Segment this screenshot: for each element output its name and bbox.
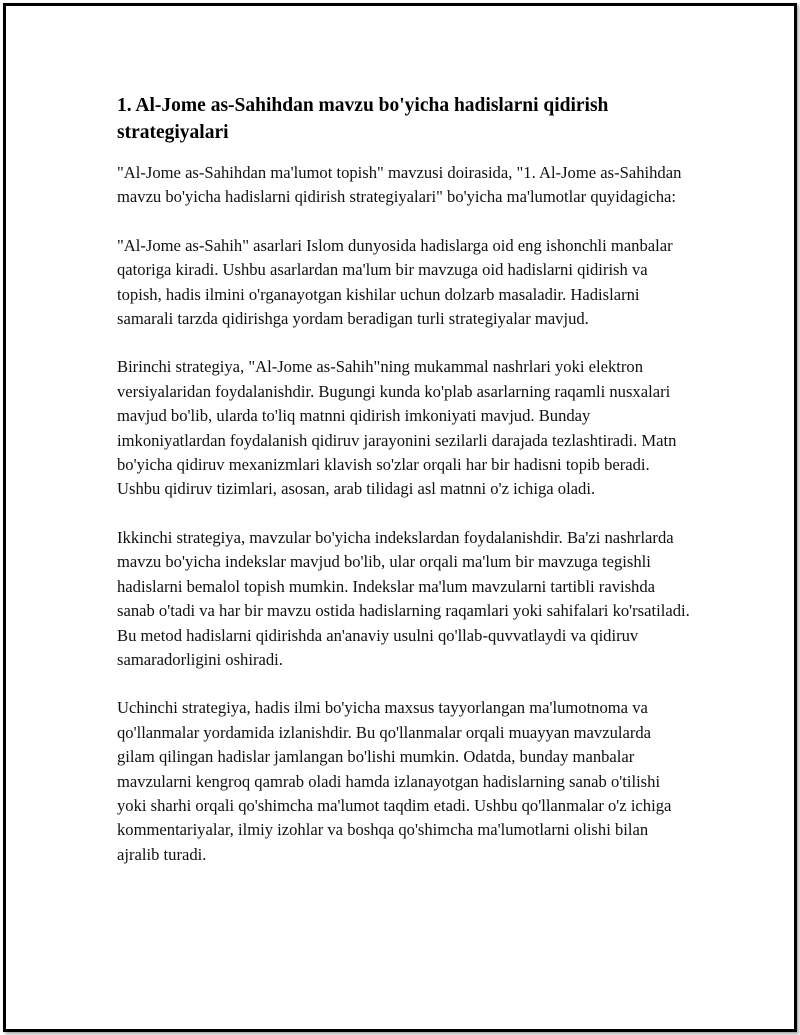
- paragraph-overview: "Al-Jome as-Sahih" asarlari Islom dunyosida hadislarga oid eng ishonchli manbalar qatoriga kiradi. Ushbu asarlardan ma'lum bir mavzuga oid hadislarni qidirish va topish, hadis ilmini o'rganayotgan kishilar uchun dolzarb masaladir. Hadislarni samarali tarzda qidirishga yordam beradigan turli strategiyalar mavjud.: [117, 235, 673, 329]
- document-body: [117, 92, 692, 891]
- document-title: 1. Al-Jome as-Sahihdan mavzu bo'yicha hadislarni qidirish strategiyalari: [117, 95, 609, 143]
- paragraph-strategy-2: Ikkinchi strategiya, mavzular bo'yicha indekslardan foydalanishdir. Ba'zi nashrlarda mavzu bo'yicha indekslar mavjud bo'lib, ular orqali ma'lum bir mavzuga tegishli hadislarni bemalol topish mumkin. Indekslar ma'lum mavzularni tartibli ravishda sanab o'tadi va har bir mavzu ostida hadislarning raqamlari yoki sahifalari ko'rsatiladi. Bu metod hadislarni qidirishda an'anaviy usulni qo'llab-quvvatlaydi va qidiruv samaradorligini oshiradi.: [117, 527, 690, 669]
- paragraph-intro: "Al-Jome as-Sahihdan ma'lumot topish" mavzusi doirasida, "1. Al-Jome as-Sahihdan mavzu bo'yicha hadislarni qidirish strategiyalari" bo'yicha ma'lumotlar quyidagicha:: [117, 163, 682, 207]
- paragraph-strategy-1: Birinchi strategiya, "Al-Jome as-Sahih"ning mukammal nashrlari yoki elektron versiyalaridan foydalanishdir. Bugungi kunda ko'plab asarlarning raqamli nusxalari mavjud bo'lib, ularda to'liq matnni qidirish imkoniyati mavjud. Bunday imkoniyatlardan foydalanish qidiruv jarayonini sezilarli darajada tezlashtiradi. Matn bo'yicha qidiruv mexanizmlari klavish so'zlar orqali har bir hadisni topib beradi. Ushbu qidiruv tizimlari, asosan, arab tilidagi asl matnni o'z ichiga oladi.: [117, 357, 677, 499]
- paragraph-strategy-3: Uchinchi strategiya, hadis ilmi bo'yicha maxsus tayyorlangan ma'lumotnoma va qo'llanmalar yordamida izlanishdir. Bu qo'llanmalar orqali muayyan mavzularda gilam qilingan hadislar jamlangan bo'lishi mumkin. Odatda, bunday manbalar mavzularni kengroq qamrab oladi hamda izlanayotgan hadislarning sanab o'tilishi yoki sharhi orqali qo'shimcha ma'lumot taqdim etadi. Ushbu qo'llanmalar o'z ichiga kommentariyalar, ilmiy izohlar va boshqa qo'shimcha ma'lumotlarni olishi bilan ajralib turadi.: [117, 698, 672, 864]
